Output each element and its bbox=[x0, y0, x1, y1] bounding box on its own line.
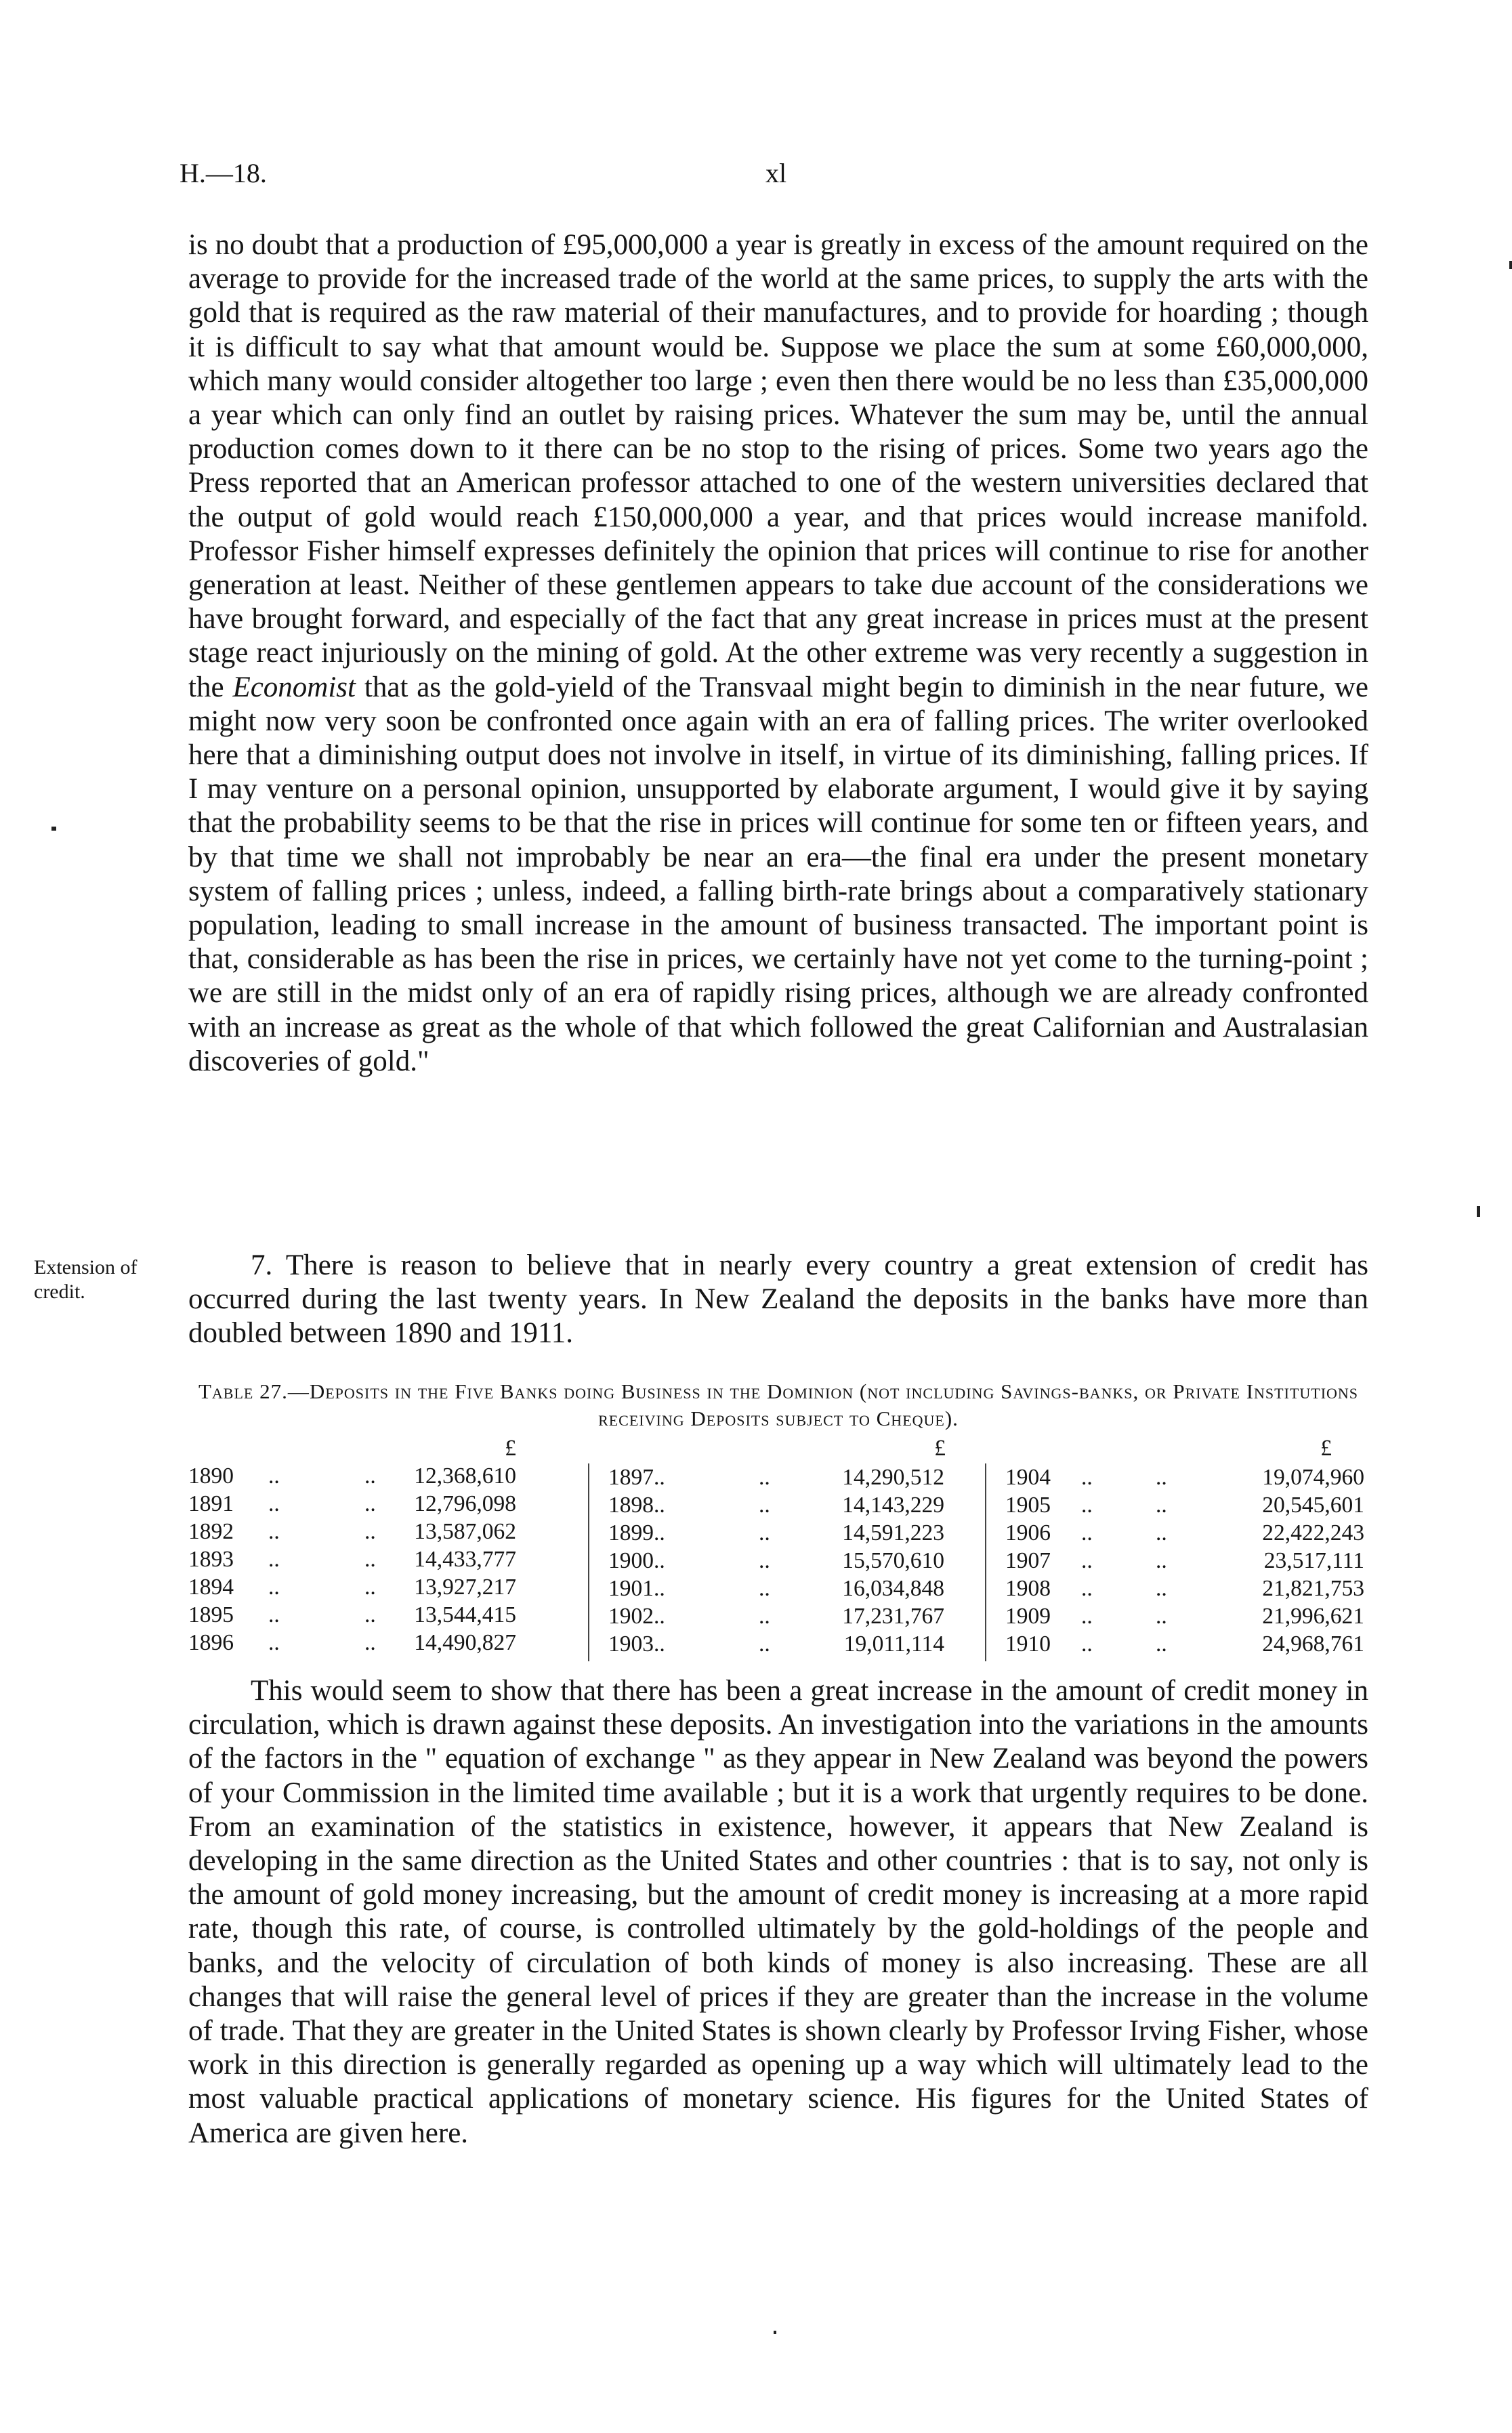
table-row bbox=[986, 1630, 1370, 1658]
amount-cell: 22,422,243 bbox=[1262, 1520, 1364, 1545]
amount-cell: 15,570,610 bbox=[842, 1548, 944, 1573]
leader-dots: .. bbox=[268, 1547, 280, 1572]
table-row bbox=[589, 1547, 986, 1575]
table-rows bbox=[188, 1462, 588, 1657]
leader-dots: .. bbox=[364, 1575, 376, 1600]
leader-dots: .. bbox=[364, 1547, 376, 1572]
table-row bbox=[986, 1519, 1370, 1547]
year-cell: 1900.. bbox=[608, 1548, 665, 1573]
table-row bbox=[188, 1462, 588, 1490]
year-cell: 1906 bbox=[1005, 1520, 1051, 1545]
paragraph-credit-money: This would seem to show that there has been a great increase in the amount of credit money in circulation, which is drawn against these deposits. An investigation into the variations in the amounts of the factors in the " equation of exchange " as they appear in New Zealand was beyond the powers of your Commission in the limited time available ; but it is a work that urgently requires to be done. From an examination of the statistics in existence, however, it appears that New Zealand is developing in the same direction as the United States and other countries : that is to say, not only is the amount of gold money increasing, but the amount of credit money is increasing at a more rapid rate, though this rate, of course, is controlled ultimately by the gold-holdings of the people and banks, and the velocity of circulation of both kinds of money is also increasing. These are all changes that will raise the general level of prices if they are greater than the increase in the volume of trade. That they are greater in the United States is shown clearly by Professor Irving Fisher, whose work in this direction is generally regarded as opening up a way which will ultimately lead to the most valuable practical applications of monetary science. His figures for the United States of America are given here. bbox=[188, 1675, 1368, 2149]
leader-dots: .. bbox=[759, 1631, 770, 1657]
table-row bbox=[986, 1463, 1370, 1491]
table-column-group bbox=[985, 1436, 1370, 1661]
table-row bbox=[188, 1490, 588, 1518]
table-row bbox=[986, 1547, 1370, 1575]
amount-cell: 16,034,848 bbox=[842, 1576, 944, 1601]
amount-cell: 12,368,610 bbox=[414, 1463, 516, 1489]
table-row bbox=[589, 1575, 986, 1602]
year-cell: 1890 bbox=[188, 1463, 234, 1489]
leader-dots: .. bbox=[1081, 1604, 1093, 1629]
amount-cell: 13,587,062 bbox=[414, 1519, 516, 1544]
leader-dots: .. bbox=[364, 1519, 376, 1544]
leader-dots: .. bbox=[1081, 1520, 1093, 1545]
paragraph-text: is no doubt that a production of £95,000,000 a year is greatly in excess of the amount required on the average to provide for the increased trade of the world at the same prices, to supply the arts with the gold that is required as the raw material of their manufactures, and to provide for hoarding ; though it is difficult to say what that amount would be. Suppose we place the sum at some £60,000,000, which many would consider altogether too large ; even then there would be no less than £35,000,000 a year which can only find an outlet by raising prices. Whatever the sum may be, until the annual production comes down to it there can be no stop to the rising of prices. Some two years ago the Press reported that an American professor attached to one of the western universities declared that the output of gold would reach £150,000,000 a year, and that prices would increase manifold. Professor Fisher himself expresses definitely the opinion that prices will continue to rise for another generation at least. Neither of these gentlemen appears to take due account of the considerations we have brought forward, and especially of the fact that any great increase in prices must at the present stage react injuriously on the mining of gold. At the other extreme was very recently a suggestion in the bbox=[188, 229, 1368, 703]
leader-dots: .. bbox=[364, 1630, 376, 1655]
page-reference: H.—18. bbox=[180, 158, 267, 188]
scan-speck bbox=[1509, 261, 1512, 269]
paragraph-section-7: 7. There is reason to believe that in nearly every country a great extension of credit has occurred during the last twenty years. In New Zealand the deposits in the banks have more than doubled between 1890 and 1911. bbox=[188, 1249, 1368, 1350]
leader-dots: .. bbox=[268, 1630, 280, 1655]
leader-dots: .. bbox=[268, 1519, 280, 1544]
scan-speck bbox=[774, 2331, 776, 2334]
paragraph-quote-continuation bbox=[188, 228, 1368, 1079]
amount-cell: 19,011,114 bbox=[843, 1631, 944, 1657]
table-row bbox=[188, 1601, 588, 1629]
amount-cell: 23,517,111 bbox=[1263, 1548, 1364, 1573]
margin-note: Extension of credit. bbox=[34, 1256, 138, 1303]
year-cell: 1902.. bbox=[608, 1604, 665, 1629]
year-cell: 1909 bbox=[1005, 1604, 1051, 1629]
leader-dots: .. bbox=[759, 1604, 770, 1629]
amount-cell: 24,968,761 bbox=[1262, 1631, 1364, 1657]
leader-dots: .. bbox=[1081, 1576, 1093, 1601]
leader-dots: .. bbox=[268, 1491, 280, 1516]
table-column-group bbox=[588, 1436, 986, 1661]
table-row bbox=[589, 1491, 986, 1519]
year-cell: 1895 bbox=[188, 1602, 234, 1627]
leader-dots: .. bbox=[1156, 1493, 1167, 1518]
year-cell: 1905 bbox=[1005, 1493, 1051, 1518]
year-cell: 1910 bbox=[1005, 1631, 1051, 1657]
table-row bbox=[589, 1519, 986, 1547]
year-cell: 1894 bbox=[188, 1575, 234, 1600]
year-cell: 1897.. bbox=[608, 1465, 665, 1490]
year-cell: 1908 bbox=[1005, 1576, 1051, 1601]
table-row bbox=[188, 1573, 588, 1601]
leader-dots: .. bbox=[759, 1576, 770, 1601]
currency-header: £ bbox=[934, 1436, 946, 1461]
currency-header: £ bbox=[1320, 1436, 1332, 1461]
table-row bbox=[986, 1575, 1370, 1602]
year-cell: 1898.. bbox=[608, 1493, 665, 1518]
amount-cell: 20,545,601 bbox=[1262, 1493, 1364, 1518]
table-row bbox=[589, 1602, 986, 1630]
amount-cell: 14,143,229 bbox=[842, 1493, 944, 1518]
leader-dots: .. bbox=[1156, 1520, 1167, 1545]
leader-dots: .. bbox=[759, 1548, 770, 1573]
currency-header: £ bbox=[505, 1436, 516, 1461]
leader-dots: .. bbox=[364, 1602, 376, 1627]
table-row bbox=[986, 1602, 1370, 1630]
year-cell: 1893 bbox=[188, 1547, 234, 1572]
leader-dots: .. bbox=[1156, 1465, 1167, 1490]
paragraph-text: that as the gold-yield of the Transvaal might begin to diminish in the near future, we might now very soon be confronted once again with an era of falling prices. The writer overlooked here that a diminishing output does not involve in itself, in virtue of its diminishing, falling prices. If I may venture on a personal opinion, unsupported by elaborate argument, I would give it by saying that the probability seems to be that the rise in prices will continue for some ten or fifteen years, and by that time we shall not improbably be near an era—the final era under the present monetary system of falling prices ; unless, indeed, a falling birth-rate brings about a comparatively stationary population, leading to small increase in the amount of business transacted. The important point is that, considerable as has been the rise in prices, we certainly have not yet come to the turning-point ; we are still in the midst only of an era of rapidly rising prices, although we are already confronted with an increase as great as the whole of that which followed the great Californian and Australasian discoveries of gold." bbox=[188, 671, 1369, 1077]
table-rows bbox=[589, 1463, 986, 1658]
amount-cell: 21,821,753 bbox=[1262, 1576, 1364, 1601]
year-cell: 1892 bbox=[188, 1519, 234, 1544]
leader-dots: .. bbox=[1081, 1465, 1093, 1490]
table-rows bbox=[986, 1463, 1370, 1658]
year-cell: 1903.. bbox=[608, 1631, 665, 1657]
table-row bbox=[188, 1518, 588, 1545]
leader-dots: .. bbox=[364, 1463, 376, 1489]
year-cell: 1904 bbox=[1005, 1465, 1051, 1490]
table-caption: Table 27.—Deposits in the Five Banks doing Business in the Dominion (not including Savings-banks, or Private Institutions receiving Deposits subject to Cheque). bbox=[198, 1379, 1359, 1430]
italic-publication-title: Economist bbox=[232, 671, 356, 703]
page-number: xl bbox=[765, 158, 787, 188]
year-cell: 1899.. bbox=[608, 1520, 665, 1545]
leader-dots: .. bbox=[759, 1493, 770, 1518]
leader-dots: .. bbox=[759, 1520, 770, 1545]
year-cell: 1896 bbox=[188, 1630, 234, 1655]
amount-cell: 14,290,512 bbox=[842, 1465, 944, 1490]
leader-dots: .. bbox=[1156, 1576, 1167, 1601]
table-row bbox=[188, 1545, 588, 1573]
amount-cell: 13,927,217 bbox=[414, 1575, 516, 1600]
amount-cell: 12,796,098 bbox=[414, 1491, 516, 1516]
leader-dots: .. bbox=[1081, 1548, 1093, 1573]
amount-cell: 17,231,767 bbox=[842, 1604, 944, 1629]
table-column-group bbox=[188, 1435, 588, 1657]
leader-dots: .. bbox=[268, 1575, 280, 1600]
leader-dots: .. bbox=[268, 1463, 280, 1489]
amount-cell: 14,591,223 bbox=[842, 1520, 944, 1545]
leader-dots: .. bbox=[268, 1602, 280, 1627]
leader-dots: .. bbox=[1156, 1604, 1167, 1629]
amount-cell: 14,490,827 bbox=[414, 1630, 516, 1655]
amount-cell: 21,996,621 bbox=[1262, 1604, 1364, 1629]
leader-dots: .. bbox=[1156, 1548, 1167, 1573]
table-row bbox=[986, 1491, 1370, 1519]
table-row bbox=[589, 1463, 986, 1491]
leader-dots: .. bbox=[759, 1465, 770, 1490]
table-row bbox=[589, 1630, 986, 1658]
leader-dots: .. bbox=[1081, 1493, 1093, 1518]
year-cell: 1891 bbox=[188, 1491, 234, 1516]
scan-speck bbox=[51, 827, 56, 831]
amount-cell: 13,544,415 bbox=[414, 1602, 516, 1627]
scan-speck bbox=[1477, 1206, 1480, 1217]
year-cell: 1901.. bbox=[608, 1576, 665, 1601]
leader-dots: .. bbox=[364, 1491, 376, 1516]
leader-dots: .. bbox=[1156, 1631, 1167, 1657]
amount-cell: 14,433,777 bbox=[414, 1547, 516, 1572]
table-row bbox=[188, 1629, 588, 1657]
year-cell: 1907 bbox=[1005, 1548, 1051, 1573]
leader-dots: .. bbox=[1081, 1631, 1093, 1657]
amount-cell: 19,074,960 bbox=[1262, 1465, 1364, 1490]
